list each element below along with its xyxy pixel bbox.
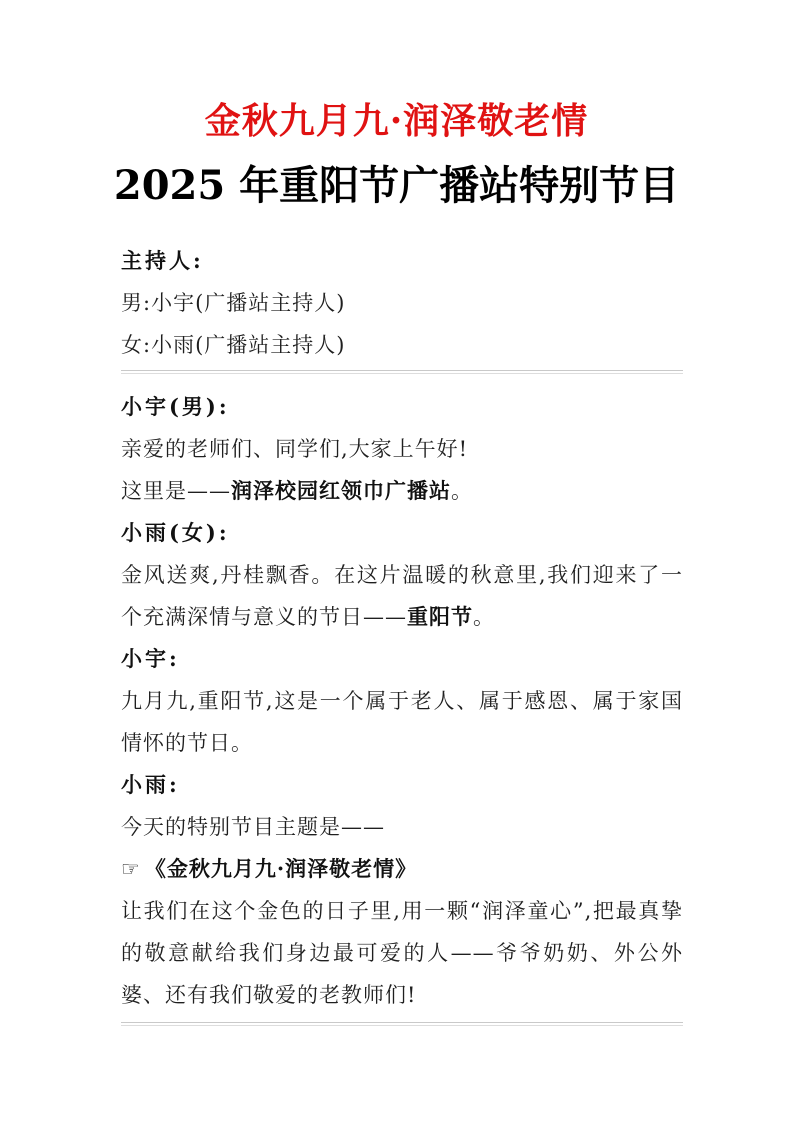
host-female-line: 女:小雨(广播站主持人) <box>121 333 346 357</box>
dialog-theme-intro: 今天的特别节目主题是—— <box>121 815 385 839</box>
theme-title-text: 《金秋九月九·润泽敬老情》 <box>144 856 418 881</box>
autumn-para-pre: 金风送爽,丹桂飘香。在这片温暖的秋意里,我们迎来了一个充满深情与意义的节日—— <box>121 563 683 629</box>
station-name-bold: 润泽校园红领巾广播站 <box>231 478 451 503</box>
speaker-label-xiaoyu-female: 小雨(女): <box>121 520 230 545</box>
section-divider <box>121 370 683 374</box>
speaker-label-xiaoyu-2: 小宇: <box>121 646 180 671</box>
dialog-closing-paragraph: 让我们在这个金色的日子里,用一颗“润泽童心”,把最真挚的敬意献给我们身边最可爱的人——爷爷奶奶、外公外婆、还有我们敬爱的老教师们! <box>121 899 683 1007</box>
document-body <box>121 240 683 1026</box>
host-male-line: 男:小宇(广播站主持人) <box>121 291 346 315</box>
page-title: 2025 年重阳节广播站特别节目 <box>113 162 680 209</box>
autumn-para-post: 。 <box>473 605 495 629</box>
dialog-greeting-line: 亲爱的老师们、同学们,大家上午好! <box>121 437 469 461</box>
station-line-pre: 这里是—— <box>121 479 231 503</box>
dialog-station-line <box>121 470 683 512</box>
dialog-autumn-paragraph <box>121 554 683 638</box>
speaker-label-xiaoyu-male: 小宇(男): <box>121 394 230 419</box>
hosts-label: 主持人: <box>121 248 204 273</box>
event-subtitle: 金秋九月九·润泽敬老情 <box>204 100 589 142</box>
dialog-festival-paragraph: 九月九,重阳节,这是一个属于老人、属于感恩、属于家国情怀的节日。 <box>121 689 683 755</box>
speaker-label-xiaoyu-female-2: 小雨: <box>121 772 180 797</box>
festival-name-bold: 重阳节 <box>407 604 473 629</box>
dialog-theme-title-line <box>121 848 683 890</box>
station-line-post: 。 <box>451 479 473 503</box>
pointing-hand-icon: ☞ <box>121 857 141 881</box>
section-divider-bottom <box>121 1022 683 1026</box>
